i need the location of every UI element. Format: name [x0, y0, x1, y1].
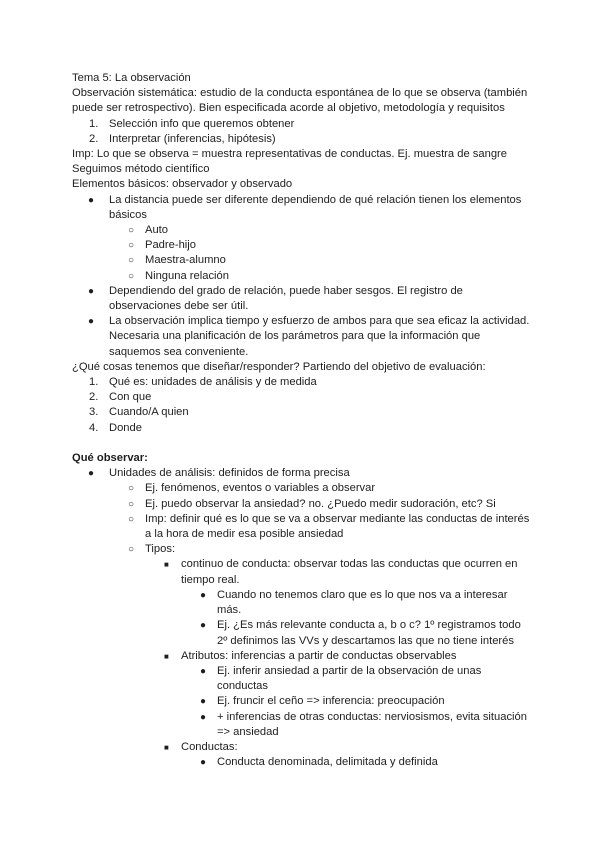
units-examples-list	[72, 481, 532, 557]
list-item	[72, 132, 532, 147]
square-bullet-icon: ■	[164, 742, 169, 752]
bullet-icon: ●	[200, 696, 207, 708]
list-item	[72, 740, 532, 755]
list-item-text: Ej. puedo observar la ansiedad? no. ¿Puedo medir sudoración, etc? Si	[145, 497, 496, 510]
list-item	[72, 512, 532, 542]
list-item-text: Auto	[145, 224, 169, 237]
continuous-sub-list	[72, 588, 532, 649]
list-item	[72, 649, 532, 664]
list-item	[72, 497, 532, 512]
list-item	[72, 193, 532, 223]
list-item-text: Conducta denominada, delimitada y definida	[217, 756, 438, 769]
list-item-text: Con que	[109, 391, 152, 404]
list-item-text: Ej. fruncir el ceño => inferencia: preocupación	[217, 695, 445, 708]
list-item	[72, 117, 532, 132]
circle-bullet-icon: ○	[128, 240, 135, 252]
question-line: ¿Qué cosas tenemos que diseñar/responder? Partiendo del objetivo de evaluación:	[72, 360, 486, 373]
method-line: Seguimos método científico	[72, 163, 210, 176]
list-item-text: básicos	[109, 208, 147, 221]
list-item-text: Qué es: unidades de análisis y de medida	[109, 376, 317, 389]
list-item-text: + inferencias de otras conductas: nerviosismos, evita situación	[217, 710, 527, 723]
list-item-text: 2º definimos las VVs y descartamos las que no tiene interés	[217, 634, 514, 647]
list-item-text: Ej. ¿Es más relevante conducta a, b o c? 1º registramos todo	[217, 619, 521, 632]
list-item-text: Dependiendo del grado de relación, puede haber sesgos. El registro de	[109, 284, 463, 297]
bullet-list	[72, 193, 532, 223]
square-bullet-icon: ■	[164, 560, 169, 570]
list-item	[72, 710, 532, 740]
list-item-text: Atributos: inferencias a partir de conductas observables	[181, 649, 457, 662]
list-item	[72, 390, 532, 405]
imp-line: Imp: Lo que se observa = muestra representativas de conductas. Ej. muestra de sangre	[72, 148, 507, 161]
list-item	[72, 238, 532, 253]
bullet-list	[72, 466, 532, 481]
square-bullet-icon: ■	[164, 651, 169, 661]
list-item	[72, 269, 532, 284]
list-item-text: observaciones debe ser útil.	[109, 300, 249, 313]
list-item-text: Cuando/A quien	[109, 406, 189, 419]
types-list	[72, 649, 532, 664]
list-item-text: continuo de conducta: observar todas las conductas que ocurren en	[181, 558, 518, 571]
list-item	[72, 253, 532, 268]
bullet-icon: ●	[200, 589, 207, 601]
list-item-text: Ej. fenómenos, eventos o variables a observar	[145, 482, 376, 495]
list-item-text: Donde	[109, 421, 142, 434]
list-item-text: => ansiedad	[217, 725, 279, 738]
list-number: 2.	[89, 391, 99, 404]
bullet-icon: ●	[200, 757, 207, 769]
list-item-text: Tipos:	[145, 543, 176, 556]
list-number: 1.	[89, 376, 99, 389]
circle-bullet-icon: ○	[128, 498, 135, 510]
bullet-icon: ●	[88, 468, 95, 480]
bullet-icon: ●	[200, 711, 207, 723]
relation-list	[72, 223, 532, 284]
list-item-text: Unidades de análisis: definidos de forma precisa	[109, 467, 350, 480]
circle-bullet-icon: ○	[128, 270, 135, 282]
list-item-text: Imp: definir qué es lo que se va a observar mediante las conductas de interés	[145, 512, 530, 525]
bullet-icon: ●	[88, 285, 95, 297]
list-item	[72, 481, 532, 496]
list-item-text: La observación implica tiempo y esfuerzo de ambos para que sea eficaz la actividad.	[109, 315, 530, 328]
types-list	[72, 740, 532, 755]
circle-bullet-icon: ○	[128, 513, 135, 525]
list-item	[72, 223, 532, 238]
list-number: 2.	[89, 132, 99, 145]
list-item-text: Ninguna relación	[145, 269, 229, 282]
list-item-text: más.	[217, 604, 242, 617]
list-item	[72, 542, 532, 557]
questions-list	[72, 375, 532, 436]
list-number: 4.	[89, 421, 99, 434]
list-item	[72, 375, 532, 390]
bullet-icon: ●	[88, 316, 95, 328]
list-item-text: saquemos sea conveniente.	[109, 345, 249, 358]
list-item	[72, 694, 532, 709]
page-title: Tema 5: La observación	[72, 72, 191, 84]
list-item	[72, 314, 532, 360]
circle-bullet-icon: ○	[128, 483, 135, 495]
list-number: 3.	[89, 406, 99, 419]
bullet-icon: ●	[88, 194, 95, 206]
list-item-text: Maestra-alumno	[145, 254, 226, 267]
list-item	[72, 557, 532, 587]
bullet-icon: ●	[200, 665, 207, 677]
intro-line-2: puede ser retrospectivo). Bien especificada acorde al objetivo, metodología y requisitos	[72, 102, 505, 115]
list-item	[72, 588, 532, 618]
list-item-text: La distancia puede ser diferente dependiendo de qué relación tienen los elementos	[109, 193, 522, 206]
list-item-text: Necesaria una planificación de los parámetros para que la información que	[109, 330, 481, 343]
list-number: 1.	[89, 117, 99, 130]
section-heading: Qué observar:	[72, 452, 148, 465]
list-item	[72, 664, 532, 694]
circle-bullet-icon: ○	[128, 544, 135, 556]
list-item-text: Interpretar (inferencias, hipótesis)	[109, 132, 276, 145]
attributes-sub-list	[72, 664, 532, 740]
bullet-list	[72, 284, 532, 360]
list-item-text: Padre-hijo	[145, 239, 196, 252]
list-item-text: Ej. inferir ansiedad a partir de la observación de unas	[217, 664, 482, 677]
list-item	[72, 284, 532, 314]
list-item-text: Cuando no tenemos claro que es lo que nos va a interesar	[217, 588, 508, 601]
circle-bullet-icon: ○	[128, 225, 135, 237]
list-item	[72, 421, 532, 436]
list-item-text: tiempo real.	[181, 573, 240, 586]
list-item-text: a la hora de medir esa posible ansiedad	[145, 528, 344, 541]
list-item-text: Selección info que queremos obtener	[109, 117, 295, 130]
elements-line: Elementos básicos: observador y observado	[72, 178, 293, 191]
list-item	[72, 405, 532, 420]
steps-list	[72, 117, 532, 147]
document-page	[72, 71, 532, 770]
list-item-text: Conductas:	[181, 740, 238, 753]
list-item-text: conductas	[217, 680, 268, 693]
bullet-icon: ●	[200, 620, 207, 632]
circle-bullet-icon: ○	[128, 255, 135, 267]
spacer	[72, 436, 532, 451]
list-item	[72, 755, 532, 770]
list-item	[72, 466, 532, 481]
behaviors-sub-list	[72, 755, 532, 770]
types-list	[72, 557, 532, 587]
intro-line-1: Observación sistemática: estudio de la conducta espontánea de lo que se observa (también	[72, 87, 528, 100]
list-item	[72, 618, 532, 648]
